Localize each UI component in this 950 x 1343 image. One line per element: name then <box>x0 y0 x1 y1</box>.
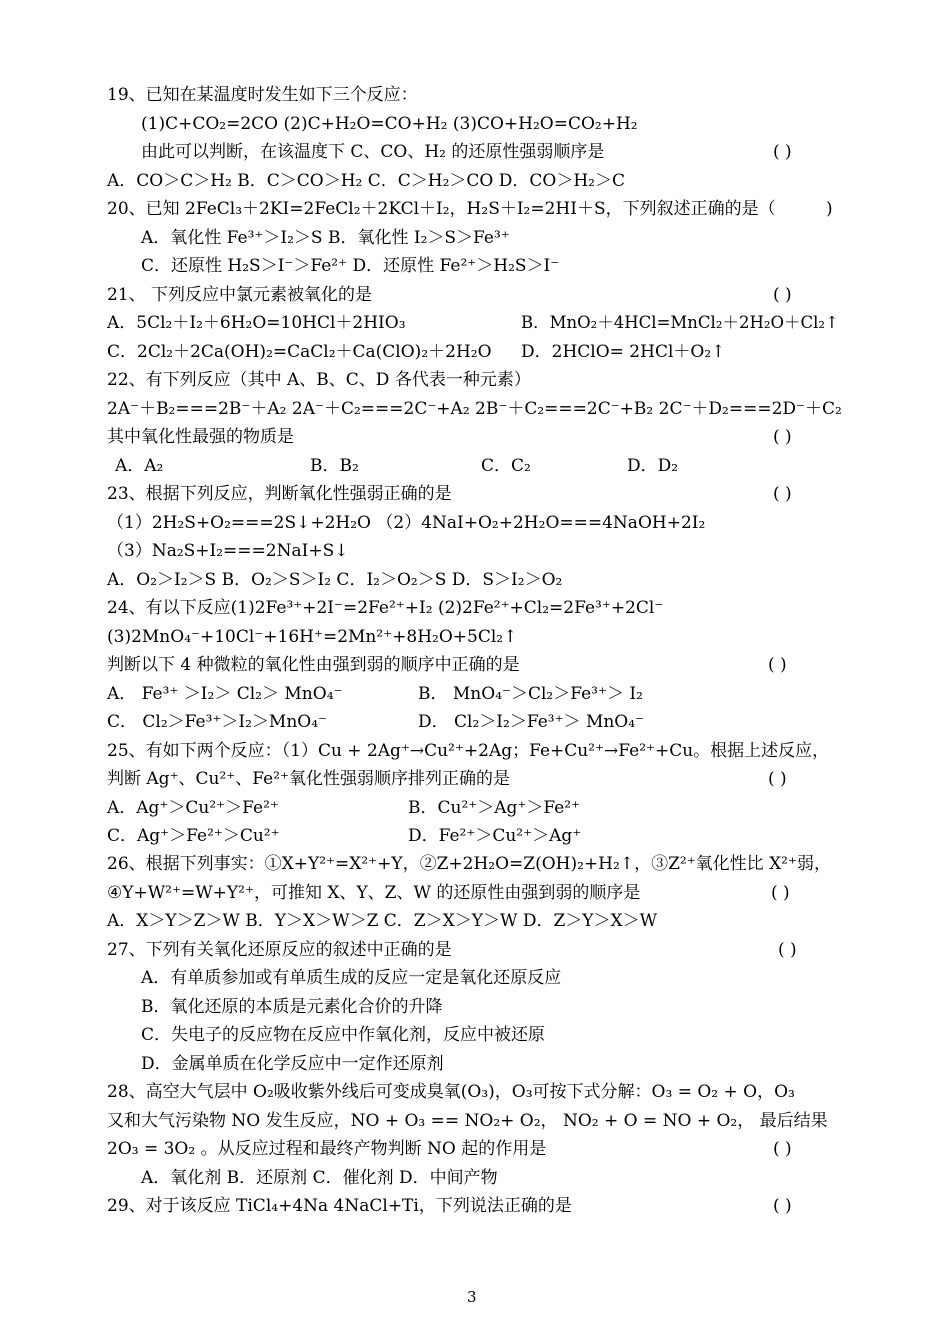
answer-paren: ( ) <box>768 769 787 789</box>
line-q22-option-c: C．C₂ <box>481 456 531 476</box>
answer-paren: ( ) <box>773 142 792 162</box>
line-q20-options-cd: C．还原性 H₂S＞I⁻＞Fe²⁺ D．还原性 Fe²⁺＞H₂S＞I⁻ <box>141 256 560 276</box>
answer-paren: ( ) <box>778 940 797 960</box>
line-q26-options: A．X＞Y＞Z＞W B．Y＞X＞W＞Z C．Z＞X＞Y＞W D．Z＞Y＞X＞W <box>107 911 658 931</box>
line-q19-options: A．CO＞C＞H₂ B．C＞CO＞H₂ C．C＞H₂＞CO D．CO＞H₂＞C <box>107 171 625 191</box>
line-q24-stem: 判断以下 4 种微粒的氧化性由强到弱的顺序中正确的是 <box>107 655 520 675</box>
line-q26-stem: ④Y+W²⁺=W+Y²⁺，可推知 X、Y、Z、W 的还原性由强到弱的顺序是 <box>107 883 641 903</box>
line-q27-option-a: A．有单质参加或有单质生成的反应一定是氧化还原反应 <box>141 968 562 988</box>
line-q22: 22、有下列反应（其中 A、B、C、D 各代表一种元素） <box>107 370 531 390</box>
line-q25-option-d: D．Fe²⁺＞Cu²⁺＞Ag⁺ <box>408 826 582 846</box>
line-q25-stem: 判断 Ag⁺、Cu²⁺、Fe²⁺氧化性强弱顺序排列正确的是 <box>107 769 510 789</box>
answer-paren: ( ) <box>773 285 792 305</box>
line-q27-option-d: D．金属单质在化学反应中一定作还原剂 <box>141 1054 444 1074</box>
line-q21-option-c: C．2Cl₂＋2Ca(OH)₂=CaCl₂＋Ca(ClO)₂＋2H₂O <box>107 342 492 362</box>
answer-paren: ( ) <box>773 484 792 504</box>
line-q22-option-a: A．A₂ <box>115 456 164 476</box>
line-q27-option-c: C．失电子的反应物在反应中作氧化剂，反应中被还原 <box>141 1025 546 1045</box>
answer-paren: ( ) <box>771 883 790 903</box>
line-q27-option-b: B．氧化还原的本质是元素化合价的升降 <box>141 997 443 1017</box>
page-number: 3 <box>467 1288 477 1306</box>
answer-paren: ( ) <box>768 655 787 675</box>
line-q25: 25、有如下两个反应：（1）Cu + 2Ag⁺→Cu²⁺+2Ag；Fe+Cu²⁺→Fe²⁺+Cu。根据上述反应， <box>107 741 830 761</box>
line-q21-option-b: B．MnO₂＋4HCl=MnCl₂＋2H₂O＋Cl₂↑ <box>521 313 839 332</box>
line-q21-option-a: A．5Cl₂＋I₂＋6H₂O=10HCl＋2HIO₃ <box>107 313 406 333</box>
line-q28: 28、高空大气层中 O₂吸收紫外线后可变成臭氧(O₃)，O₃可按下式分解：O₃ = O₂ + O，O₃ <box>107 1082 795 1102</box>
line-q24-option-a: A． Fe³⁺ ＞I₂＞ Cl₂＞ MnO₄⁻ <box>107 684 343 704</box>
line-q24: 24、有以下反应(1)2Fe³⁺+2I⁻=2Fe²⁺+I₂ (2)2Fe²⁺+Cl₂=2Fe³⁺+2Cl⁻ <box>107 598 664 618</box>
line-q28-options: A．氧化剂 B．还原剂 C．催化剂 D．中间产物 <box>141 1168 498 1188</box>
line-q22-option-d: D．D₂ <box>627 456 679 476</box>
line-q28-stem: 2O₃ = 3O₂ 。从反应过程和最终产物判断 NO 起的作用是 <box>107 1139 547 1159</box>
answer-paren: ( ) <box>773 1139 792 1159</box>
answer-paren-close: ) <box>826 199 833 219</box>
line-q29: 29、对于该反应 TiCl₄+4Na 4NaCl+Ti，下列说法正确的是 <box>107 1196 572 1216</box>
line-q23: 23、根据下列反应，判断氧化性强弱正确的是 <box>107 484 452 504</box>
line-q21: 21、 下列反应中氯元素被氧化的是 <box>107 285 373 305</box>
line-q28-cont: 又和大气污染物 NO 发生反应，NO + O₃ == NO₂+ O₂， NO₂ + O = NO + O₂， 最后结果 <box>107 1111 828 1131</box>
line-q27: 27、下列有关氧化还原反应的叙述中正确的是 <box>107 940 452 960</box>
line-q22-reactions: 2A⁻＋B₂===2B⁻＋A₂ 2A⁻＋C₂===2C⁻+A₂ 2B⁻＋C₂===2C⁻+B₂ 2C⁻＋D₂===2D⁻＋C₂ <box>107 399 842 419</box>
line-q24-option-c: C． Cl₂＞Fe³⁺＞I₂＞MnO₄⁻ <box>107 712 327 732</box>
line-q23-reactions-1: （1）2H₂S+O₂===2S↓+2H₂O （2）4NaI+O₂+2H₂O===4NaOH+2I₂ <box>107 513 706 533</box>
line-q20-options-ab: A．氧化性 Fe³⁺＞I₂＞S B．氧化性 I₂＞S＞Fe³⁺ <box>141 228 510 248</box>
line-q23-options: A．O₂＞I₂＞S B．O₂＞S＞I₂ C．I₂＞O₂＞S D．S＞I₂＞O₂ <box>107 570 563 590</box>
line-q20: 20、已知 2FeCl₃＋2KI=2FeCl₂＋2KCl＋I₂，H₂S＋I₂=2HI＋S，下列叙述正确的是（ <box>107 199 776 219</box>
line-q24-option-d: D． Cl₂＞I₂＞Fe³⁺＞ MnO₄⁻ <box>418 712 645 732</box>
line-q19: 19、已知在某温度时发生如下三个反应： <box>107 85 418 105</box>
line-q24-reaction-3: (3)2MnO₄⁻+10Cl⁻+16H⁺=2Mn²⁺+8H₂O+5Cl₂↑ <box>107 627 518 647</box>
line-q23-reactions-2: （3）Na₂S+I₂===2NaI+S↓ <box>107 541 349 561</box>
line-q22-option-b: B．B₂ <box>310 456 359 476</box>
answer-paren: ( ) <box>773 427 792 447</box>
line-q19-reactions: (1)C+CO₂=2CO (2)C+H₂O=CO+H₂ (3)CO+H₂O=CO₂+H₂ <box>141 114 638 134</box>
line-q22-stem: 其中氧化性最强的物质是 <box>107 427 294 447</box>
line-q25-option-b: B．Cu²⁺＞Ag⁺＞Fe²⁺ <box>408 798 581 818</box>
line-q25-option-a: A．Ag⁺＞Cu²⁺＞Fe²⁺ <box>107 798 279 818</box>
line-q21-option-d: D．2HClO= 2HCl＋O₂↑ <box>521 342 726 362</box>
line-q24-option-b: B． MnO₄⁻＞Cl₂＞Fe³⁺＞ I₂ <box>418 684 643 704</box>
line-q26: 26、根据下列事实：①X+Y²⁺=X²⁺+Y，②Z+2H₂O=Z(OH)₂+H₂↑，③Z²⁺氧化性比 X²⁺弱， <box>107 854 831 874</box>
line-q25-option-c: C．Ag⁺＞Fe²⁺＞Cu²⁺ <box>107 826 280 846</box>
line-q19-stem: 由此可以判断，在该温度下 C、CO、H₂ 的还原性强弱顺序是 <box>141 142 605 162</box>
answer-paren: ( ) <box>773 1196 792 1216</box>
